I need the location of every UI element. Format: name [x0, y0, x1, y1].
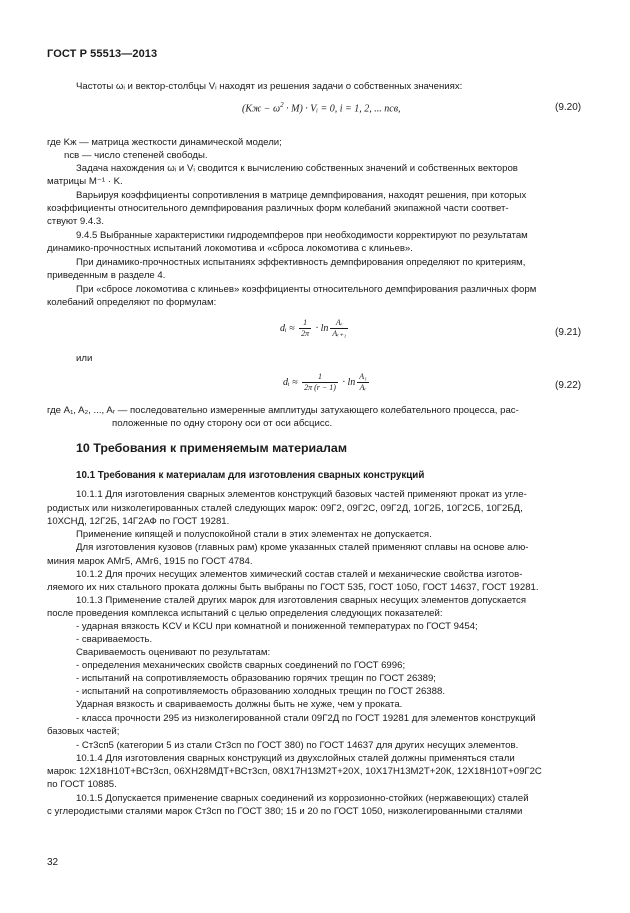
subsection-title: 10.1 Требования к материалам для изготовления сварных конструкций — [76, 470, 425, 481]
text-line: Применение кипящей и полуспокойной стали в этих элементах не допускается. — [76, 529, 432, 540]
text-line: где Kж — матрица жесткости динамической модели; — [47, 137, 282, 148]
text-line: При «сбросе локомотива с клиньев» коэффициенты относительного демпфирования различных форм — [76, 284, 537, 295]
text-line: 10.1.1 Для изготовления сварных элементов конструкций базовых частей применяют прокат из угле- — [76, 489, 527, 500]
text-line: Ударная вязкость и свариваемость должны быть не хуже, чем у проката. — [76, 699, 403, 710]
equation-9-21: dᵢ ≈ $\frac{1}{2\pi}$ · ln $\frac{\text{Aᵣ}}{\text{Aᵣ₊₁}}$ — [280, 318, 347, 338]
text-line: Частоты ωᵢ и вектор-столбцы Vᵢ находят из решения задачи о собственных значениях: — [76, 81, 463, 92]
text-line: Для изготовления кузовов (главных рам) кроме указанных сталей применяют сплавы на основе алю- — [76, 542, 529, 553]
text-line: коэффициенты относительного демпфирования различных форм колебаний экипажной части соответ- — [47, 203, 509, 214]
text-line: Задача нахождения ωᵢ и Vᵢ сводится к вычислению собственных значений и собственных векторов — [76, 163, 518, 174]
equation-9-20: $(Kж - \omega^2 \cdot M)$ · Vᵢ = 0, i = 1, 2, ... nсв, — [242, 101, 401, 115]
text-line: родистых или низколегированных сталей следующих марок: 09Г2, 09Г2С, 09Г2Д, 10Г2Б, 10Г2СБ, 10Г2БД, — [47, 503, 523, 514]
text-line: марок: 12Х18Н10Т+ВСт3сп, 06ХН28МДТ+ВСт3сп, 08Х17Н13М2Т+20Х, 10Х17Н13М2Т+20К, 12Х18Н10Т+09Г2С — [47, 766, 542, 777]
text-line: - свариваемость. — [76, 634, 153, 645]
text-line: 10.1.3 Применение сталей других марок для изготовления сварных несущих элементов допускается — [76, 595, 527, 606]
equation-9-22: dᵢ ≈ $\frac{1}{2\pi (r - 1)}$ · ln $\frac{\text{A₁}}{\text{Aᵣ}}$ — [283, 372, 367, 392]
text-line: 10.1.5 Допускается применение сварных соединений из коррозионно-стойких (нержавеющих) сталей — [76, 793, 529, 804]
page-number: 32 — [47, 857, 59, 868]
text-line: - ударная вязкость KCV и KCU при комнатной и пониженной температурах по ГОСТ 9454; — [76, 621, 478, 632]
text-line: Свариваемость оценивают по результатам: — [76, 647, 271, 658]
text-line: базовых частей; — [47, 726, 120, 737]
text-line: - определения механических свойств сварных соединений по ГОСТ 6996; — [76, 660, 406, 671]
section-title: 10 Требования к применяемым материалам — [76, 441, 347, 455]
text-line: 10.1.4 Для изготовления сварных конструкций из двухслойных сталей должны применяться стали — [76, 753, 515, 764]
text-line: 9.4.5 Выбранные характеристики гидродемпферов при необходимости корректируют по результатам — [76, 230, 528, 241]
text-line: - Ст3сп5 (категории 5 из стали Ст3сп по ГОСТ 380) по ГОСТ 14637 для других несущих элементов. — [76, 740, 519, 751]
text-line: миния марок АМг5, АМг6, 1915 по ГОСТ 4784. — [47, 556, 253, 567]
text-line: ляемого их них стального проката должны быть выбраны по ГОСТ 535, ГОСТ 1050, ГОСТ 14637, ГОСТ 19281. — [47, 582, 539, 593]
equation-number: (9.20) — [555, 102, 582, 113]
text-line: где A₁, A₂, ..., Aᵣ — последовательно измеренные амплитуды затухающего колебательного процесса, рас- — [47, 405, 519, 416]
text-line: по ГОСТ 10885. — [47, 779, 117, 790]
equation-number: (9.21) — [555, 327, 582, 338]
text-line: положенные по одну сторону оси от оси абсцисс. — [112, 418, 333, 429]
text-line: матрицы M⁻¹ · K. — [47, 176, 123, 187]
text-line: ствуют 9.4.3. — [47, 216, 104, 227]
running-header: ГОСТ Р 55513—2013 — [47, 48, 158, 60]
text-line: динамико-прочностных испытаний локомотива и «сброса локомотива с клиньев». — [47, 243, 413, 254]
text-line: - испытаний на сопротивляемость образованию горячих трещин по ГОСТ 26389; — [76, 673, 436, 684]
text-line: или — [76, 353, 93, 364]
text-line: 10ХСНД, 12Г2Б, 14Г2АФ по ГОСТ 19281. — [47, 516, 230, 527]
text-line: Варьируя коэффициенты сопротивления в матрице демпфирования, находят решения, при которых — [76, 190, 527, 201]
text-line: после проведения комплекса испытаний с целью определения следующих показателей: — [47, 608, 443, 619]
text-line: 10.1.2 Для прочих несущих элементов химический состав сталей и механические свойства изготов- — [76, 569, 523, 580]
text-line: колебаний определяют по формулам: — [47, 297, 217, 308]
text-line: nсв — число степеней свободы. — [64, 150, 208, 161]
text-line: приведенным в разделе 4. — [47, 270, 166, 281]
text-line: с углеродистыми сталями марок Ст3сп по ГОСТ 380; 15 и 20 по ГОСТ 1050, низколегированными сталями — [47, 806, 523, 817]
text-line: - испытаний на сопротивляемость образованию холодных трещин по ГОСТ 26388. — [76, 686, 445, 697]
equation-number: (9.22) — [555, 380, 582, 391]
text-line: При динамико-прочностных испытаниях эффективность демпфирования определяют по критериям, — [76, 257, 526, 268]
text-line: - класса прочности 295 из низколегированной стали 09Г2Д по ГОСТ 19281 для элементов конструкций — [76, 713, 536, 724]
